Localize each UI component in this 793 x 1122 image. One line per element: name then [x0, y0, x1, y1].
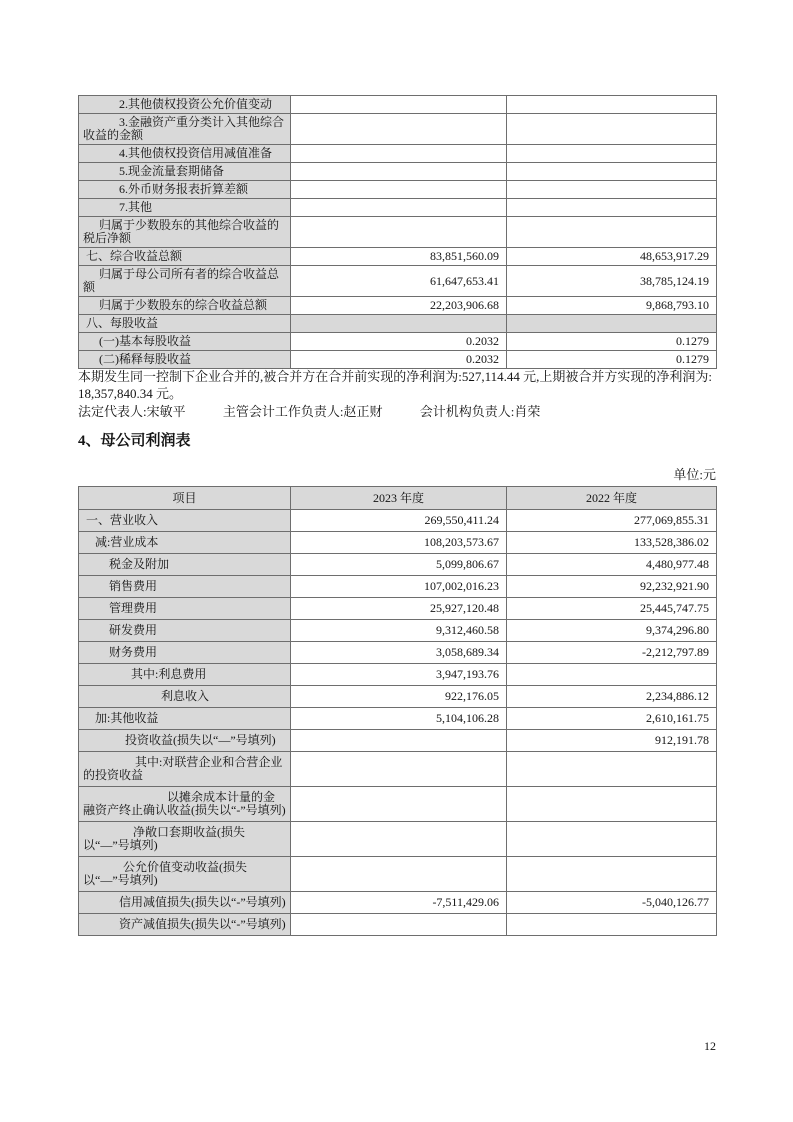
- row-label: 其中:对联营企业和合营企业的投资收益: [79, 752, 291, 787]
- row-value-2023: [291, 857, 507, 892]
- table-row: [79, 787, 717, 822]
- row-value-2023: 83,851,560.09: [291, 248, 507, 266]
- row-label: 管理费用: [79, 598, 291, 620]
- row-label: 归属于少数股东的其他综合收益的税后净额: [79, 217, 291, 248]
- row-value-2022: 25,445,747.75: [507, 598, 717, 620]
- row-value-2023: [291, 914, 507, 936]
- table-row: [79, 217, 717, 248]
- row-label: (二)稀释每股收益: [79, 351, 291, 369]
- table-body: [79, 510, 717, 936]
- row-value-2023: 3,058,689.34: [291, 642, 507, 664]
- row-value-2023: [291, 822, 507, 857]
- row-value-2023: [291, 217, 507, 248]
- row-value-2022: -2,212,797.89: [507, 642, 717, 664]
- accounting-org-head: 会计机构负责人:肖荣: [419, 404, 541, 419]
- header-item: 项目: [79, 487, 291, 510]
- table-row: [79, 857, 717, 892]
- merger-note-line2: 18,357,840.34 元。: [78, 385, 183, 401]
- table-row: [79, 163, 717, 181]
- row-value-2022: [507, 163, 717, 181]
- table-row: [79, 248, 717, 266]
- table-body: [79, 96, 717, 369]
- accounting-supervisor: 主管会计工作负责人:赵正财: [222, 404, 383, 419]
- row-value-2022: [507, 914, 717, 936]
- row-label: 八、每股收益: [79, 315, 291, 333]
- table-row: [79, 333, 717, 351]
- row-value-2022: [507, 752, 717, 787]
- row-label: 归属于母公司所有者的综合收益总额: [79, 266, 291, 297]
- header-2023: 2023 年度: [291, 487, 507, 510]
- table-row: [79, 554, 717, 576]
- row-value-2022: 0.1279: [507, 333, 717, 351]
- table-row: [79, 297, 717, 315]
- row-value-2022: [507, 181, 717, 199]
- row-label: 七、综合收益总额: [79, 248, 291, 266]
- row-label: 减:营业成本: [79, 532, 291, 554]
- row-label: 利息收入: [79, 686, 291, 708]
- merger-note: [78, 369, 718, 402]
- row-value-2023: [291, 752, 507, 787]
- table-row: [79, 708, 717, 730]
- row-value-2022: 92,232,921.90: [507, 576, 717, 598]
- header-row: [79, 487, 717, 510]
- header-2022: 2022 年度: [507, 487, 717, 510]
- row-value-2023: [291, 114, 507, 145]
- row-label: 3.金融资产重分类计入其他综合收益的金额: [79, 114, 291, 145]
- row-value-2022: [507, 145, 717, 163]
- table-row: [79, 620, 717, 642]
- row-value-2023: [291, 181, 507, 199]
- row-value-2022: 133,528,386.02: [507, 532, 717, 554]
- row-value-2022: 9,374,296.80: [507, 620, 717, 642]
- row-value-2023: 922,176.05: [291, 686, 507, 708]
- row-value-2023: 0.2032: [291, 351, 507, 369]
- row-label: 投资收益(损失以“—”号填列): [79, 730, 291, 752]
- parent-company-income-statement-table: [78, 486, 717, 936]
- row-value-2022: [507, 787, 717, 822]
- table-row: [79, 315, 717, 333]
- row-value-2023: [291, 787, 507, 822]
- table-row: [79, 351, 717, 369]
- page-number: 12: [704, 1039, 716, 1053]
- row-value-2022: 0.1279: [507, 351, 717, 369]
- table-row: [79, 199, 717, 217]
- row-value-2022: [507, 822, 717, 857]
- row-value-2023: 108,203,573.67: [291, 532, 507, 554]
- row-value-2022: 48,653,917.29: [507, 248, 717, 266]
- row-label: 一、营业收入: [79, 510, 291, 532]
- row-label: 信用减值损失(损失以“-”号填列): [79, 892, 291, 914]
- row-label: 6.外币财务报表折算差额: [79, 181, 291, 199]
- section-title: 4、母公司利润表: [78, 433, 191, 449]
- table-row: [79, 510, 717, 532]
- row-value-2022: [507, 664, 717, 686]
- row-value-2023: 22,203,906.68: [291, 297, 507, 315]
- table-row: [79, 114, 717, 145]
- row-value-2022: 9,868,793.10: [507, 297, 717, 315]
- table-row: [79, 598, 717, 620]
- table-header: [79, 487, 717, 510]
- table-row: [79, 96, 717, 114]
- row-value-2023: 5,104,106.28: [291, 708, 507, 730]
- table-row: [79, 914, 717, 936]
- row-value-2023: 61,647,653.41: [291, 266, 507, 297]
- row-label: 财务费用: [79, 642, 291, 664]
- row-label: 其中:利息费用: [79, 664, 291, 686]
- row-value-2022: [507, 96, 717, 114]
- row-value-2023: -7,511,429.06: [291, 892, 507, 914]
- table-row: [79, 892, 717, 914]
- row-label: 加:其他收益: [79, 708, 291, 730]
- row-label: 归属于少数股东的综合收益总额: [79, 297, 291, 315]
- table-row: [79, 266, 717, 297]
- row-value-2023: [291, 315, 507, 333]
- table-row: [79, 642, 717, 664]
- table-row: [79, 730, 717, 752]
- row-value-2023: 269,550,411.24: [291, 510, 507, 532]
- row-value-2023: 3,947,193.76: [291, 664, 507, 686]
- row-value-2022: 4,480,977.48: [507, 554, 717, 576]
- row-label: 以摊余成本计量的金融资产终止确认收益(损失以“-”号填列): [79, 787, 291, 822]
- table-row: [79, 822, 717, 857]
- row-value-2022: [507, 315, 717, 333]
- row-label: 销售费用: [79, 576, 291, 598]
- row-value-2022: [507, 217, 717, 248]
- row-label: (一)基本每股收益: [79, 333, 291, 351]
- row-label: 税金及附加: [79, 554, 291, 576]
- table-row: [79, 532, 717, 554]
- row-value-2023: [291, 96, 507, 114]
- row-label: 公允价值变动收益(损失以“—”号填列): [79, 857, 291, 892]
- consolidated-income-statement-continuation-table: [78, 95, 717, 369]
- row-label: 研发费用: [79, 620, 291, 642]
- row-value-2022: -5,040,126.77: [507, 892, 717, 914]
- row-label: 5.现金流量套期储备: [79, 163, 291, 181]
- row-label: 2.其他债权投资公允价值变动: [79, 96, 291, 114]
- row-value-2023: 0.2032: [291, 333, 507, 351]
- signature-line: [78, 404, 718, 420]
- row-value-2023: [291, 199, 507, 217]
- row-label: 资产减值损失(损失以“-”号填列): [79, 914, 291, 936]
- row-label: 4.其他债权投资信用减值准备: [79, 145, 291, 163]
- row-value-2022: 2,610,161.75: [507, 708, 717, 730]
- row-value-2022: [507, 114, 717, 145]
- row-value-2023: [291, 145, 507, 163]
- row-value-2022: [507, 199, 717, 217]
- table-row: [79, 686, 717, 708]
- row-value-2023: [291, 730, 507, 752]
- row-label: 7.其他: [79, 199, 291, 217]
- row-value-2022: 277,069,855.31: [507, 510, 717, 532]
- row-value-2023: [291, 163, 507, 181]
- row-value-2023: 5,099,806.67: [291, 554, 507, 576]
- table-row: [79, 752, 717, 787]
- row-value-2022: 2,234,886.12: [507, 686, 717, 708]
- table-row: [79, 664, 717, 686]
- row-value-2023: 9,312,460.58: [291, 620, 507, 642]
- row-value-2023: 107,002,016.23: [291, 576, 507, 598]
- unit-label: 单位:元: [673, 467, 716, 482]
- table-row: [79, 145, 717, 163]
- merger-note-line1: 本期发生同一控制下企业合并的,被合并方在合并前实现的净利润为:527,114.44 元,上期被合并方实现的净利润为:: [78, 369, 712, 384]
- row-value-2022: 912,191.78: [507, 730, 717, 752]
- row-label: 净敞口套期收益(损失以“—”号填列): [79, 822, 291, 857]
- row-value-2022: 38,785,124.19: [507, 266, 717, 297]
- row-value-2022: [507, 857, 717, 892]
- table-row: [79, 576, 717, 598]
- table-row: [79, 181, 717, 199]
- row-value-2023: 25,927,120.48: [291, 598, 507, 620]
- legal-representative: 法定代表人:宋敏平: [78, 404, 186, 419]
